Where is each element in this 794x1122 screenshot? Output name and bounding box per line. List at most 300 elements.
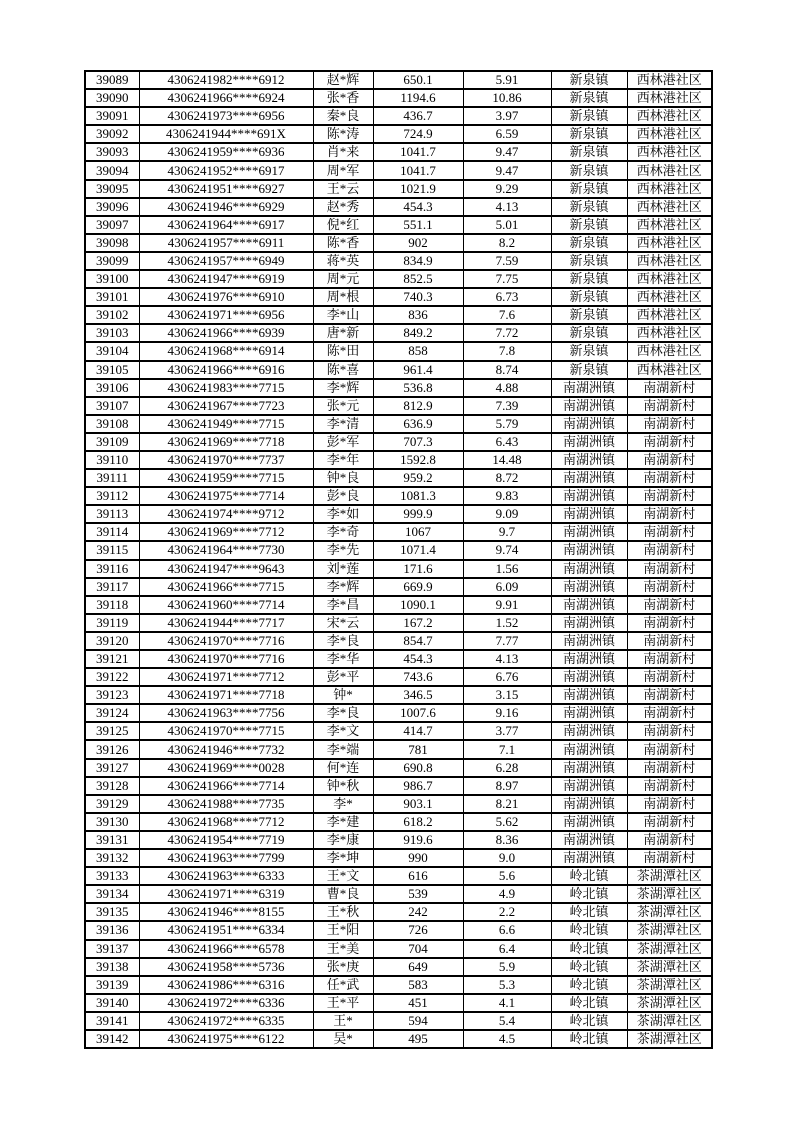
cell-rate: 5.4	[463, 1012, 551, 1030]
table-row	[85, 940, 712, 958]
cell-id-number: 4306241963****7799	[139, 849, 313, 867]
cell-id-number: 4306241963****6333	[139, 867, 313, 885]
cell-town: 南湖洲镇	[551, 777, 627, 795]
cell-serial: 39099	[85, 252, 139, 270]
cell-name: 钟*秋	[313, 777, 373, 795]
table-row	[85, 958, 712, 976]
cell-name: 李*华	[313, 650, 373, 668]
cell-id-number: 4306241958****5736	[139, 958, 313, 976]
cell-name: 蒋*英	[313, 252, 373, 270]
cell-serial: 39111	[85, 469, 139, 487]
table-row	[85, 361, 712, 379]
cell-rate: 9.16	[463, 704, 551, 722]
cell-rate: 8.36	[463, 831, 551, 849]
cell-serial: 39142	[85, 1030, 139, 1048]
cell-amount: 1090.1	[373, 596, 463, 614]
cell-name: 宋*云	[313, 614, 373, 632]
cell-community: 南湖新村	[627, 397, 712, 415]
cell-id-number: 4306241954****7719	[139, 831, 313, 849]
cell-name: 陈*田	[313, 342, 373, 360]
cell-amount: 454.3	[373, 650, 463, 668]
table-row	[85, 487, 712, 505]
cell-rate: 14.48	[463, 451, 551, 469]
cell-name: 彭*军	[313, 433, 373, 451]
cell-id-number: 4306241970****7716	[139, 650, 313, 668]
cell-community: 南湖新村	[627, 505, 712, 523]
cell-rate: 7.59	[463, 252, 551, 270]
cell-serial: 39133	[85, 867, 139, 885]
cell-id-number: 4306241947****9643	[139, 560, 313, 578]
cell-community: 南湖新村	[627, 415, 712, 433]
cell-id-number: 4306241966****7715	[139, 578, 313, 596]
cell-serial: 39097	[85, 216, 139, 234]
cell-id-number: 4306241946****6929	[139, 198, 313, 216]
cell-serial: 39141	[85, 1012, 139, 1030]
cell-id-number: 4306241971****6956	[139, 306, 313, 324]
cell-name: 赵*秀	[313, 198, 373, 216]
table-row	[85, 668, 712, 686]
cell-serial: 39121	[85, 650, 139, 668]
cell-amount: 1592.8	[373, 451, 463, 469]
cell-rate: 5.91	[463, 71, 551, 89]
cell-rate: 5.62	[463, 813, 551, 831]
cell-id-number: 4306241967****7723	[139, 397, 313, 415]
table-row	[85, 777, 712, 795]
cell-amount: 583	[373, 976, 463, 994]
table-row	[85, 180, 712, 198]
cell-community: 西林港社区	[627, 234, 712, 252]
cell-serial: 39109	[85, 433, 139, 451]
cell-id-number: 4306241970****7716	[139, 632, 313, 650]
table-row	[85, 379, 712, 397]
cell-name: 李*清	[313, 415, 373, 433]
cell-community: 西林港社区	[627, 125, 712, 143]
cell-serial: 39094	[85, 161, 139, 179]
cell-amount: 414.7	[373, 722, 463, 740]
cell-amount: 594	[373, 1012, 463, 1030]
cell-rate: 4.13	[463, 198, 551, 216]
cell-community: 西林港社区	[627, 216, 712, 234]
cell-id-number: 4306241966****6916	[139, 361, 313, 379]
cell-community: 南湖新村	[627, 668, 712, 686]
cell-name: 李*端	[313, 740, 373, 758]
cell-town: 新泉镇	[551, 252, 627, 270]
cell-name: 彭*平	[313, 668, 373, 686]
cell-name: 彭*良	[313, 487, 373, 505]
cell-rate: 3.15	[463, 686, 551, 704]
table-row	[85, 469, 712, 487]
cell-rate: 7.75	[463, 270, 551, 288]
cell-community: 西林港社区	[627, 161, 712, 179]
cell-amount: 704	[373, 940, 463, 958]
cell-rate: 9.7	[463, 523, 551, 541]
cell-community: 西林港社区	[627, 324, 712, 342]
cell-id-number: 4306241971****7712	[139, 668, 313, 686]
cell-name: 王*云	[313, 180, 373, 198]
cell-town: 南湖洲镇	[551, 578, 627, 596]
cell-community: 南湖新村	[627, 632, 712, 650]
cell-name: 王*阳	[313, 921, 373, 939]
cell-amount: 242	[373, 903, 463, 921]
cell-rate: 4.88	[463, 379, 551, 397]
cell-town: 南湖洲镇	[551, 686, 627, 704]
cell-community: 南湖新村	[627, 759, 712, 777]
cell-serial: 39132	[85, 849, 139, 867]
cell-name: 任*武	[313, 976, 373, 994]
cell-town: 南湖洲镇	[551, 451, 627, 469]
cell-name: 周*根	[313, 288, 373, 306]
cell-name: 何*连	[313, 759, 373, 777]
cell-rate: 8.97	[463, 777, 551, 795]
cell-id-number: 4306241952****6917	[139, 161, 313, 179]
table-row	[85, 686, 712, 704]
cell-id-number: 4306241966****6924	[139, 89, 313, 107]
cell-town: 新泉镇	[551, 161, 627, 179]
cell-town: 南湖洲镇	[551, 596, 627, 614]
cell-town: 南湖洲镇	[551, 632, 627, 650]
cell-town: 南湖洲镇	[551, 541, 627, 559]
cell-id-number: 4306241964****6917	[139, 216, 313, 234]
cell-amount: 849.2	[373, 324, 463, 342]
cell-town: 南湖洲镇	[551, 759, 627, 777]
cell-name: 李*辉	[313, 578, 373, 596]
cell-amount: 1071.4	[373, 541, 463, 559]
cell-serial: 39138	[85, 958, 139, 976]
cell-serial: 39100	[85, 270, 139, 288]
cell-amount: 1081.3	[373, 487, 463, 505]
cell-amount: 707.3	[373, 433, 463, 451]
cell-rate: 9.91	[463, 596, 551, 614]
table-row	[85, 523, 712, 541]
cell-serial: 39104	[85, 342, 139, 360]
cell-rate: 8.21	[463, 795, 551, 813]
cell-rate: 9.47	[463, 143, 551, 161]
cell-name: 李*良	[313, 632, 373, 650]
cell-name: 钟*良	[313, 469, 373, 487]
cell-id-number: 4306241972****6335	[139, 1012, 313, 1030]
table-row	[85, 704, 712, 722]
cell-name: 李*	[313, 795, 373, 813]
table-row	[85, 596, 712, 614]
cell-serial: 39116	[85, 560, 139, 578]
cell-rate: 1.52	[463, 614, 551, 632]
table-row	[85, 614, 712, 632]
cell-name: 周*军	[313, 161, 373, 179]
cell-amount: 1041.7	[373, 143, 463, 161]
cell-rate: 7.8	[463, 342, 551, 360]
cell-rate: 7.39	[463, 397, 551, 415]
cell-id-number: 4306241966****6578	[139, 940, 313, 958]
cell-community: 南湖新村	[627, 433, 712, 451]
cell-rate: 6.09	[463, 578, 551, 596]
cell-amount: 1067	[373, 523, 463, 541]
cell-name: 李*昌	[313, 596, 373, 614]
cell-id-number: 4306241970****7715	[139, 722, 313, 740]
cell-rate: 6.28	[463, 759, 551, 777]
cell-amount: 536.8	[373, 379, 463, 397]
cell-amount: 649	[373, 958, 463, 976]
cell-rate: 9.47	[463, 161, 551, 179]
cell-name: 吴*	[313, 1030, 373, 1048]
cell-serial: 39110	[85, 451, 139, 469]
cell-id-number: 4306241975****7714	[139, 487, 313, 505]
table-row	[85, 397, 712, 415]
table-row	[85, 1030, 712, 1048]
cell-community: 西林港社区	[627, 71, 712, 89]
cell-community: 西林港社区	[627, 89, 712, 107]
cell-community: 南湖新村	[627, 704, 712, 722]
table-row	[85, 415, 712, 433]
cell-id-number: 4306241971****7718	[139, 686, 313, 704]
cell-name: 陈*涛	[313, 125, 373, 143]
cell-town: 南湖洲镇	[551, 831, 627, 849]
cell-community: 茶湖潭社区	[627, 1012, 712, 1030]
cell-serial: 39096	[85, 198, 139, 216]
cell-serial: 39103	[85, 324, 139, 342]
cell-rate: 5.01	[463, 216, 551, 234]
cell-serial: 39124	[85, 704, 139, 722]
cell-town: 新泉镇	[551, 306, 627, 324]
table-row	[85, 795, 712, 813]
cell-id-number: 4306241964****7730	[139, 541, 313, 559]
cell-community: 南湖新村	[627, 740, 712, 758]
cell-serial: 39092	[85, 125, 139, 143]
cell-id-number: 4306241959****6936	[139, 143, 313, 161]
table-row	[85, 831, 712, 849]
table-row	[85, 849, 712, 867]
cell-amount: 539	[373, 885, 463, 903]
table-row	[85, 722, 712, 740]
cell-serial: 39108	[85, 415, 139, 433]
table-row	[85, 994, 712, 1012]
cell-name: 李*坤	[313, 849, 373, 867]
cell-rate: 5.79	[463, 415, 551, 433]
cell-amount: 495	[373, 1030, 463, 1048]
cell-rate: 2.2	[463, 903, 551, 921]
cell-serial: 39137	[85, 940, 139, 958]
cell-community: 南湖新村	[627, 813, 712, 831]
cell-name: 李*良	[313, 704, 373, 722]
cell-serial: 39095	[85, 180, 139, 198]
table-row	[85, 451, 712, 469]
cell-name: 肖*来	[313, 143, 373, 161]
cell-amount: 618.2	[373, 813, 463, 831]
table-row	[85, 342, 712, 360]
cell-town: 南湖洲镇	[551, 704, 627, 722]
cell-rate: 9.09	[463, 505, 551, 523]
cell-serial: 39130	[85, 813, 139, 831]
cell-town: 岭北镇	[551, 921, 627, 939]
cell-town: 南湖洲镇	[551, 740, 627, 758]
table-row	[85, 976, 712, 994]
cell-community: 西林港社区	[627, 306, 712, 324]
cell-community: 南湖新村	[627, 469, 712, 487]
cell-town: 新泉镇	[551, 361, 627, 379]
table-row	[85, 107, 712, 125]
table-row	[85, 216, 712, 234]
cell-amount: 959.2	[373, 469, 463, 487]
cell-community: 南湖新村	[627, 379, 712, 397]
cell-town: 南湖洲镇	[551, 487, 627, 505]
cell-town: 南湖洲镇	[551, 469, 627, 487]
cell-community: 西林港社区	[627, 342, 712, 360]
cell-town: 南湖洲镇	[551, 650, 627, 668]
cell-town: 南湖洲镇	[551, 668, 627, 686]
cell-serial: 39136	[85, 921, 139, 939]
cell-community: 茶湖潭社区	[627, 903, 712, 921]
cell-id-number: 4306241949****7715	[139, 415, 313, 433]
cell-serial: 39105	[85, 361, 139, 379]
cell-town: 新泉镇	[551, 342, 627, 360]
cell-town: 岭北镇	[551, 1030, 627, 1048]
cell-town: 岭北镇	[551, 1012, 627, 1030]
table-row	[85, 903, 712, 921]
cell-amount: 852.5	[373, 270, 463, 288]
cell-serial: 39089	[85, 71, 139, 89]
cell-town: 岭北镇	[551, 940, 627, 958]
cell-community: 茶湖潭社区	[627, 976, 712, 994]
cell-community: 茶湖潭社区	[627, 921, 712, 939]
cell-rate: 4.1	[463, 994, 551, 1012]
cell-community: 西林港社区	[627, 361, 712, 379]
cell-name: 周*元	[313, 270, 373, 288]
cell-id-number: 4306241969****7712	[139, 523, 313, 541]
cell-name: 李*年	[313, 451, 373, 469]
cell-name: 秦*良	[313, 107, 373, 125]
cell-town: 南湖洲镇	[551, 523, 627, 541]
cell-town: 新泉镇	[551, 89, 627, 107]
cell-serial: 39140	[85, 994, 139, 1012]
cell-rate: 3.97	[463, 107, 551, 125]
cell-town: 新泉镇	[551, 107, 627, 125]
table-row	[85, 234, 712, 252]
cell-amount: 836	[373, 306, 463, 324]
cell-amount: 999.9	[373, 505, 463, 523]
cell-name: 张*元	[313, 397, 373, 415]
cell-id-number: 4306241988****7735	[139, 795, 313, 813]
table-row	[85, 541, 712, 559]
cell-community: 南湖新村	[627, 451, 712, 469]
cell-town: 岭北镇	[551, 976, 627, 994]
cell-name: 王*秋	[313, 903, 373, 921]
cell-serial: 39119	[85, 614, 139, 632]
cell-town: 南湖洲镇	[551, 795, 627, 813]
cell-id-number: 4306241944****7717	[139, 614, 313, 632]
cell-community: 南湖新村	[627, 523, 712, 541]
cell-amount: 781	[373, 740, 463, 758]
cell-rate: 10.86	[463, 89, 551, 107]
cell-town: 岭北镇	[551, 958, 627, 976]
cell-serial: 39120	[85, 632, 139, 650]
cell-community: 南湖新村	[627, 722, 712, 740]
cell-serial: 39102	[85, 306, 139, 324]
cell-community: 南湖新村	[627, 831, 712, 849]
cell-community: 茶湖潭社区	[627, 958, 712, 976]
cell-name: 李*辉	[313, 379, 373, 397]
cell-serial: 39106	[85, 379, 139, 397]
cell-community: 南湖新村	[627, 596, 712, 614]
table-row	[85, 885, 712, 903]
cell-amount: 740.3	[373, 288, 463, 306]
cell-amount: 1041.7	[373, 161, 463, 179]
cell-community: 西林港社区	[627, 252, 712, 270]
cell-rate: 3.77	[463, 722, 551, 740]
cell-serial: 39115	[85, 541, 139, 559]
cell-id-number: 4306241970****7737	[139, 451, 313, 469]
cell-amount: 834.9	[373, 252, 463, 270]
cell-id-number: 4306241957****6911	[139, 234, 313, 252]
cell-community: 南湖新村	[627, 578, 712, 596]
cell-id-number: 4306241976****6910	[139, 288, 313, 306]
cell-id-number: 4306241986****6316	[139, 976, 313, 994]
cell-community: 西林港社区	[627, 107, 712, 125]
cell-serial: 39128	[85, 777, 139, 795]
cell-id-number: 4306241983****7715	[139, 379, 313, 397]
cell-amount: 1007.6	[373, 704, 463, 722]
cell-name: 李*文	[313, 722, 373, 740]
cell-community: 南湖新村	[627, 650, 712, 668]
cell-name: 倪*红	[313, 216, 373, 234]
cell-name: 赵*辉	[313, 71, 373, 89]
cell-amount: 1021.9	[373, 180, 463, 198]
cell-community: 南湖新村	[627, 560, 712, 578]
cell-amount: 669.9	[373, 578, 463, 596]
table-row	[85, 740, 712, 758]
table-row	[85, 433, 712, 451]
cell-id-number: 4306241968****6914	[139, 342, 313, 360]
cell-amount: 919.6	[373, 831, 463, 849]
cell-town: 新泉镇	[551, 198, 627, 216]
cell-rate: 8.72	[463, 469, 551, 487]
cell-amount: 436.7	[373, 107, 463, 125]
cell-amount: 902	[373, 234, 463, 252]
cell-id-number: 4306241972****6336	[139, 994, 313, 1012]
cell-id-number: 4306241966****7714	[139, 777, 313, 795]
cell-community: 茶湖潭社区	[627, 994, 712, 1012]
table-row	[85, 867, 712, 885]
cell-community: 西林港社区	[627, 288, 712, 306]
cell-community: 茶湖潭社区	[627, 1030, 712, 1048]
cell-name: 王*平	[313, 994, 373, 1012]
cell-town: 新泉镇	[551, 143, 627, 161]
cell-town: 岭北镇	[551, 885, 627, 903]
cell-rate: 4.5	[463, 1030, 551, 1048]
table-row	[85, 288, 712, 306]
cell-amount: 167.2	[373, 614, 463, 632]
cell-town: 新泉镇	[551, 180, 627, 198]
cell-serial: 39129	[85, 795, 139, 813]
cell-rate: 4.9	[463, 885, 551, 903]
table-row	[85, 71, 712, 89]
cell-name: 王*美	[313, 940, 373, 958]
cell-town: 南湖洲镇	[551, 560, 627, 578]
cell-id-number: 4306241963****7756	[139, 704, 313, 722]
cell-amount: 990	[373, 849, 463, 867]
table-row	[85, 505, 712, 523]
cell-id-number: 4306241947****6919	[139, 270, 313, 288]
cell-serial: 39093	[85, 143, 139, 161]
cell-community: 南湖新村	[627, 795, 712, 813]
cell-serial: 39127	[85, 759, 139, 777]
table-row	[85, 759, 712, 777]
cell-community: 南湖新村	[627, 541, 712, 559]
cell-id-number: 4306241957****6949	[139, 252, 313, 270]
cell-amount: 903.1	[373, 795, 463, 813]
cell-serial: 39098	[85, 234, 139, 252]
table-row	[85, 650, 712, 668]
table-row	[85, 125, 712, 143]
cell-id-number: 4306241969****0028	[139, 759, 313, 777]
